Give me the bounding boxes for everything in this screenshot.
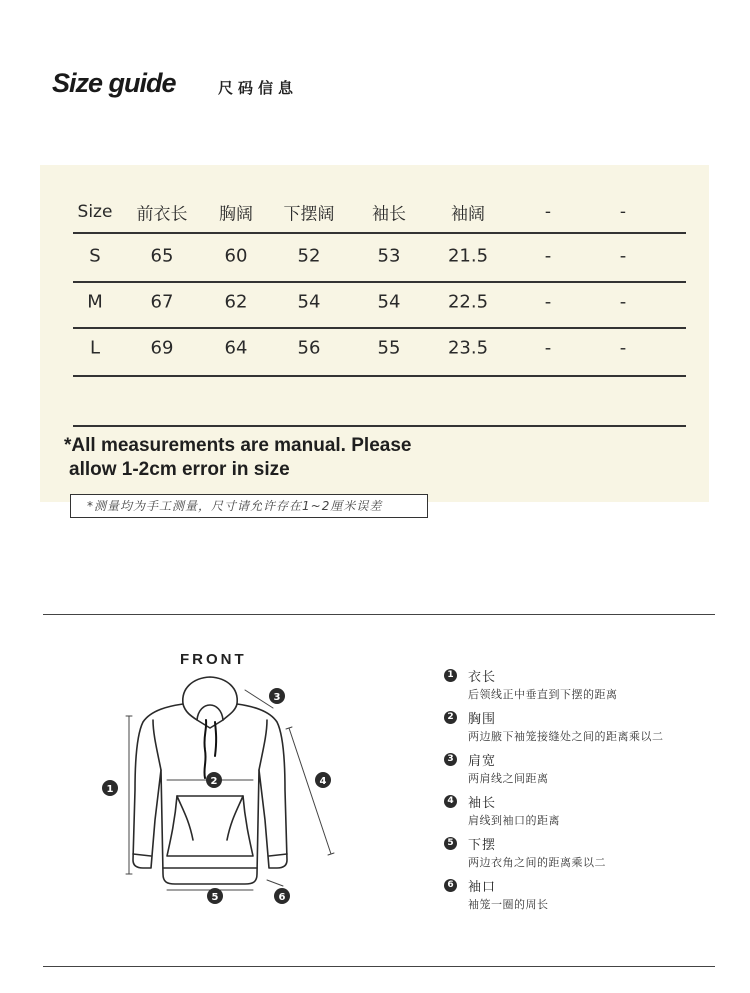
marker-4: 4 xyxy=(319,776,327,787)
table-cell: 60 xyxy=(224,245,248,267)
legend-title: 下摆 xyxy=(468,838,497,853)
column-header: 前衣长 xyxy=(136,204,188,224)
column-header: 袖长 xyxy=(372,204,406,224)
hoodie-cuff-right xyxy=(269,854,287,856)
table-cell: - xyxy=(619,291,627,313)
legend-item xyxy=(444,749,724,791)
column-header: - xyxy=(544,201,552,222)
table-cell: 64 xyxy=(224,337,248,359)
table-cell: 53 xyxy=(377,245,401,267)
guide-shoulder xyxy=(245,690,273,708)
page-title: Size guide xyxy=(52,68,176,98)
marker-3: 3 xyxy=(273,692,281,703)
table-bottom-border xyxy=(73,425,686,427)
hoodie-pocket xyxy=(167,796,253,856)
hoodie-diagram xyxy=(95,670,345,915)
hoodie-sleeve-seam-right xyxy=(259,720,267,770)
measurement-legend xyxy=(444,665,724,917)
legend-title: 肩宽 xyxy=(468,754,497,769)
measurement-note-en xyxy=(64,434,411,482)
table-cell: - xyxy=(544,337,552,359)
table-cell: L xyxy=(89,337,101,359)
legend-item xyxy=(444,875,724,917)
note-line-1: *All measurements are manual. Please xyxy=(64,435,412,456)
legend-description: 后领线正中垂直到下摆的距离 xyxy=(468,688,618,701)
table-cell: - xyxy=(544,245,552,267)
marker-1: 1 xyxy=(106,784,114,795)
table-header-row xyxy=(73,190,686,233)
table-cell: 55 xyxy=(377,337,401,359)
marker-6: 6 xyxy=(278,892,286,903)
table-cell: 65 xyxy=(150,245,174,267)
drawstring-right xyxy=(215,722,216,756)
table-row xyxy=(73,325,686,371)
table-cell: M xyxy=(87,291,103,313)
legend-item xyxy=(444,665,724,707)
legend-item xyxy=(444,833,724,875)
column-header: - xyxy=(619,201,627,222)
legend-description: 肩线到袖口的距离 xyxy=(468,814,560,827)
diagram-label: FRONT xyxy=(180,651,247,668)
measurement-note-cn: *测量均为手工测量，尺寸请允许存在1~2厘米误差 xyxy=(70,494,428,518)
legend-number: 5 xyxy=(444,837,457,850)
marker-5: 5 xyxy=(211,892,219,903)
hoodie-body xyxy=(133,704,287,884)
table-cell: 23.5 xyxy=(447,337,489,359)
table-cell: - xyxy=(619,245,627,267)
guide-sleeve xyxy=(286,727,334,855)
marker-2: 2 xyxy=(210,776,218,787)
table-cell: 69 xyxy=(150,337,174,359)
table-cell: 52 xyxy=(297,245,321,267)
table-cell: 22.5 xyxy=(447,291,489,313)
guide-length xyxy=(126,716,132,874)
legend-description: 两边腋下袖笼接缝处之间的距离乘以二 xyxy=(468,730,664,743)
page-subtitle: 尺码信息 xyxy=(218,79,299,97)
table-cell: 54 xyxy=(297,291,321,313)
note-line-2: allow 1-2cm error in size xyxy=(69,459,290,480)
table-cell: - xyxy=(544,291,552,313)
hoodie-pocket-edge-right xyxy=(227,796,243,840)
legend-item xyxy=(444,707,724,749)
size-table xyxy=(73,190,686,371)
guide-cuff xyxy=(267,880,283,886)
table-cell: - xyxy=(619,337,627,359)
legend-description: 袖笼一圈的周长 xyxy=(468,898,549,911)
hoodie-sleeve-seam-left xyxy=(153,720,161,770)
legend-title: 袖口 xyxy=(468,880,497,895)
legend-number: 3 xyxy=(444,753,457,766)
hoodie-cuff-left xyxy=(133,854,151,856)
table-row xyxy=(73,279,686,325)
table-cell: S xyxy=(89,245,101,267)
legend-number: 6 xyxy=(444,879,457,892)
section-divider xyxy=(43,966,715,967)
table-row xyxy=(73,233,686,279)
column-header: 下摆阔 xyxy=(283,204,335,224)
legend-number: 2 xyxy=(444,711,457,724)
table-cell: 56 xyxy=(297,337,321,359)
hoodie-pocket-edge-left xyxy=(177,796,193,840)
legend-item xyxy=(444,791,724,833)
legend-number: 1 xyxy=(444,669,457,682)
table-cell: 67 xyxy=(150,291,174,313)
legend-number: 4 xyxy=(444,795,457,808)
table-cell: 21.5 xyxy=(447,245,489,267)
legend-title: 衣长 xyxy=(468,670,497,685)
legend-description: 两肩线之间距离 xyxy=(468,772,549,785)
hoodie-hood-opening xyxy=(197,705,223,720)
table-divider xyxy=(73,375,686,377)
legend-title: 胸围 xyxy=(468,712,497,727)
column-header: Size xyxy=(77,201,113,222)
drawstring-left xyxy=(204,720,206,778)
table-cell: 54 xyxy=(377,291,401,313)
section-divider xyxy=(43,614,715,615)
legend-description: 两边衣角之间的距离乘以二 xyxy=(468,856,606,869)
column-header: 袖阔 xyxy=(451,204,485,224)
column-header: 胸阔 xyxy=(219,204,253,224)
hoodie-hood xyxy=(183,677,237,728)
table-cell: 62 xyxy=(224,291,248,313)
legend-title: 袖长 xyxy=(468,796,497,811)
